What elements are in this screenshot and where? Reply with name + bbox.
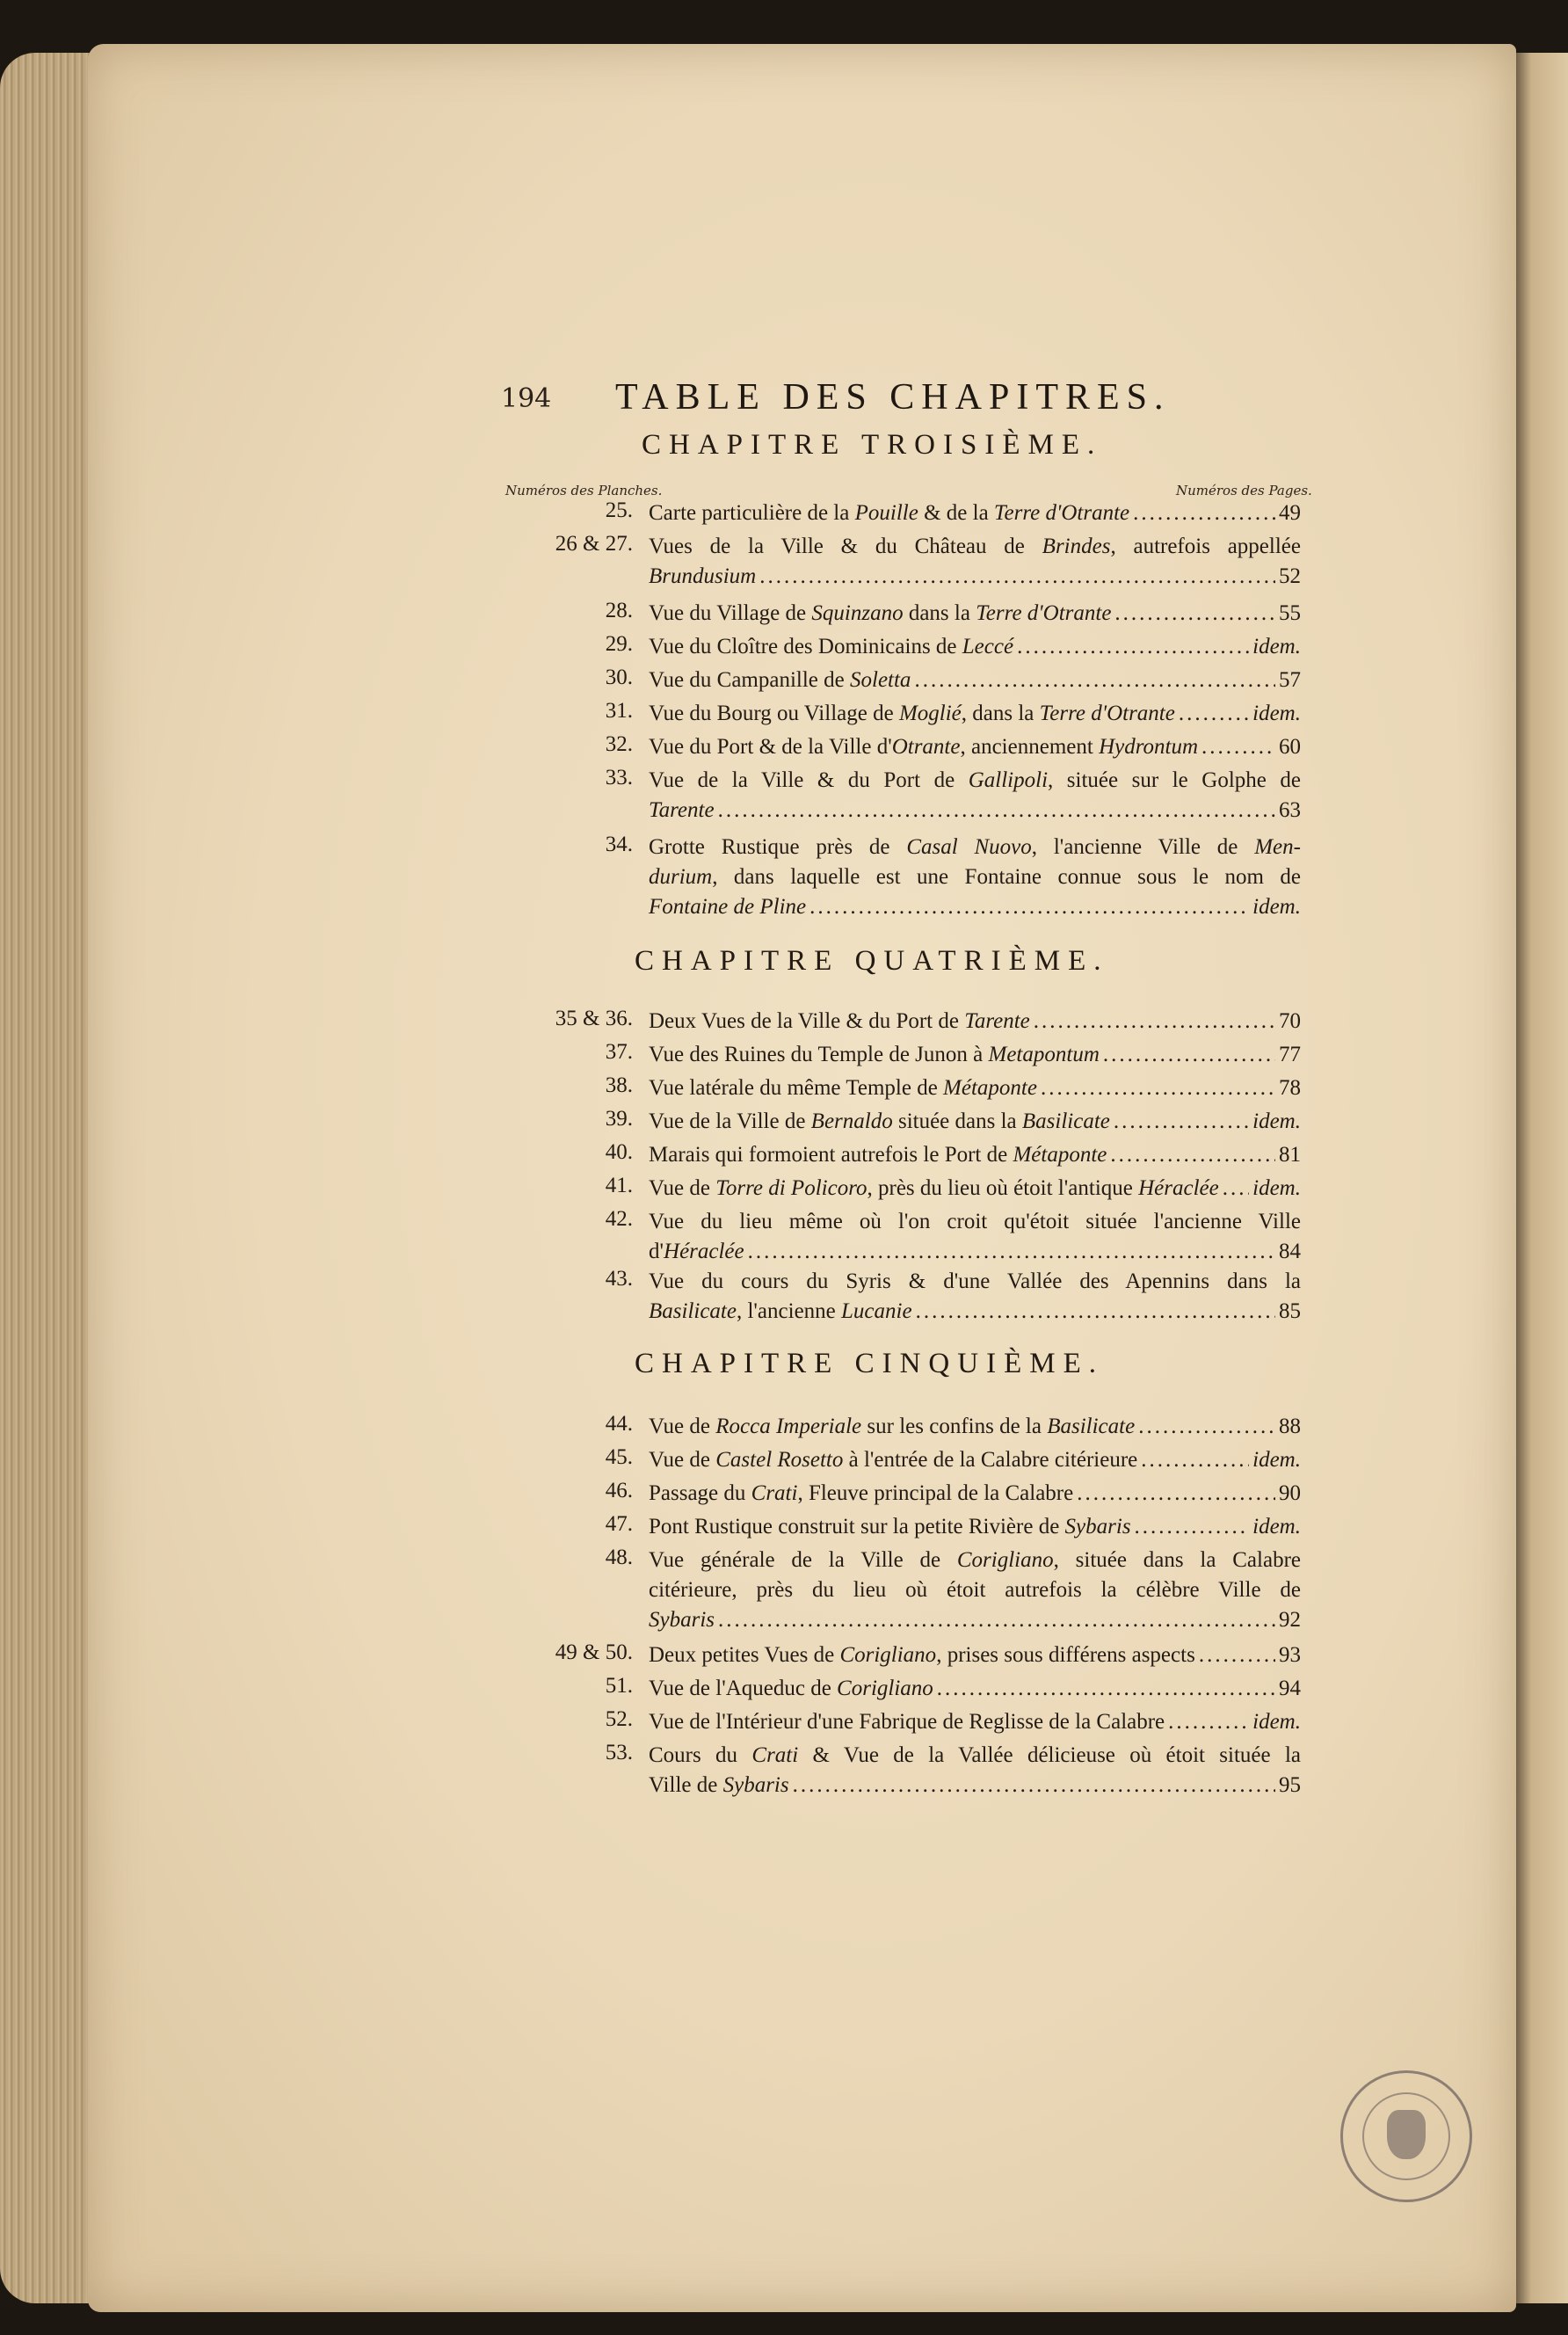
entry-line — [649, 1140, 1301, 1170]
plate-number: 32. — [605, 732, 633, 756]
entry-line-text: Vue de l'Aqueduc de Corigliano — [649, 1677, 933, 1700]
dot-leader — [1168, 1707, 1249, 1737]
entry-line-text: Vue du Campanille de Soletta — [649, 668, 911, 692]
entry-line — [649, 699, 1301, 729]
entry-line — [649, 562, 1301, 592]
plate-number: 38. — [605, 1073, 633, 1097]
entry-line — [649, 1741, 1301, 1771]
plate-number: 35 & 36. — [555, 1007, 633, 1030]
dot-leader — [1017, 632, 1249, 662]
plate-number: 44. — [605, 1412, 633, 1436]
entry-line — [649, 1007, 1301, 1037]
dot-leader — [1201, 732, 1275, 762]
stamp-emblem — [1387, 2110, 1426, 2159]
entry-line-text: Vue de la Ville de Bernaldo située dans la Basilicate — [649, 1109, 1110, 1133]
page-reference: idem. — [1252, 1176, 1301, 1200]
entry-text — [649, 1073, 1301, 1103]
entry-text — [649, 1707, 1301, 1737]
entry-line — [649, 666, 1301, 695]
entry-line-text: Grotte Rustique près de Casal Nuovo, l'ancienne Ville de Men- — [649, 835, 1301, 859]
plate-number: 40. — [605, 1140, 633, 1164]
entry-text — [649, 498, 1301, 528]
facing-page-edge — [1515, 53, 1568, 2303]
chapter-heading: CHAPITRE TROISIÈME. — [642, 429, 1103, 461]
page-reference: 94 — [1279, 1677, 1301, 1700]
page-reference: idem. — [1252, 1448, 1301, 1472]
page-reference: 60 — [1279, 735, 1301, 759]
entry-line — [649, 732, 1301, 762]
entry-text — [649, 766, 1301, 826]
plate-number: 53. — [605, 1741, 633, 1764]
entry-line — [649, 796, 1301, 826]
entry-line — [649, 1073, 1301, 1103]
column-heading-plates: Numéros des Planches. — [505, 483, 663, 498]
entry-line — [649, 498, 1301, 528]
entry-text — [649, 1107, 1301, 1137]
entry-line — [649, 1575, 1301, 1605]
entry-line-text: Vue latérale du même Temple de Métaponte — [649, 1076, 1037, 1100]
column-heading-pages: Numéros des Pages. — [1176, 483, 1312, 498]
entry-line-text: Deux Vues de la Ville & du Port de Tarente — [649, 1009, 1030, 1033]
chapter-heading: CHAPITRE CINQUIÈME. — [635, 1348, 1104, 1379]
page-reference: idem. — [1252, 702, 1301, 725]
plate-number: 45. — [605, 1445, 633, 1469]
entry-line-text: Vue du Bourg ou Village de Moglié, dans la Terre d'Otrante — [649, 702, 1175, 725]
entry-line — [649, 1174, 1301, 1204]
entry-line-text: Vue du Port & de la Ville d'Otrante, anciennement Hydrontum — [649, 735, 1199, 759]
entry-line-text: Vue du Village de Squinzano dans la Terre d'Otrante — [649, 601, 1112, 625]
dot-leader — [718, 796, 1275, 826]
page-reference: 92 — [1279, 1608, 1301, 1632]
plate-number: 49 & 50. — [555, 1640, 633, 1664]
entry-line-text: citérieure, près du lieu où étoit autrefois la célèbre Ville de — [649, 1578, 1301, 1602]
plate-number: 39. — [605, 1107, 633, 1131]
entry-line-text: Vues de la Ville & du Château de Brindes, autrefois appellée — [649, 535, 1301, 558]
entry-text — [649, 1140, 1301, 1170]
page-number: 194 — [501, 383, 552, 414]
dot-leader — [1110, 1140, 1275, 1170]
entry-text — [649, 1512, 1301, 1542]
entry-line-text: Vue de Torre di Policoro, près du lieu où étoit l'antique Héraclée — [649, 1176, 1219, 1200]
dot-leader — [1135, 1512, 1250, 1542]
plate-number: 37. — [605, 1040, 633, 1064]
plate-number: 28. — [605, 599, 633, 622]
dot-leader — [916, 1297, 1275, 1327]
entry-line-text: Vue générale de la Ville de Corigliano, située dans la Calabre — [649, 1548, 1301, 1572]
dot-leader — [1223, 1174, 1249, 1204]
library-stamp — [1340, 2070, 1472, 2202]
entry-line-text: Vue de Castel Rosetto à l'entrée de la Calabre citérieure — [649, 1448, 1138, 1472]
book-page-edges — [0, 53, 97, 2303]
entry-text — [649, 532, 1301, 592]
entry-line-text: Vue de Rocca Imperiale sur les confins de la Basilicate — [649, 1415, 1136, 1438]
page-reference: idem. — [1252, 1515, 1301, 1538]
dot-leader — [1114, 599, 1275, 629]
page-reference: 49 — [1279, 501, 1301, 525]
entry-line — [649, 1674, 1301, 1704]
entry-text — [649, 1445, 1301, 1475]
page-reference: 78 — [1279, 1076, 1301, 1100]
page-reference: 63 — [1279, 798, 1301, 822]
page-reference: 55 — [1279, 601, 1301, 625]
dot-leader — [1141, 1445, 1249, 1475]
running-title: TABLE DES CHAPITRES. — [615, 377, 1171, 418]
entry-line-text: Passage du Crati, Fleuve principal de la Calabre — [649, 1481, 1074, 1505]
entry-line — [649, 1512, 1301, 1542]
page-reference: 93 — [1279, 1643, 1301, 1667]
entry-line — [649, 1640, 1301, 1670]
entry-line — [649, 1771, 1301, 1800]
dot-leader — [1077, 1479, 1275, 1509]
entry-text — [649, 1741, 1301, 1800]
plate-number: 47. — [605, 1512, 633, 1536]
dot-leader — [1041, 1073, 1275, 1103]
entry-line-text: Vue du cours du Syris & d'une Vallée des Apennins dans la — [649, 1269, 1301, 1293]
page-reference: idem. — [1252, 635, 1301, 658]
entry-line — [649, 1412, 1301, 1442]
entry-line-text: Tarente — [649, 798, 715, 822]
entry-line — [649, 1107, 1301, 1137]
plate-number: 52. — [605, 1707, 633, 1731]
entry-line — [649, 1445, 1301, 1475]
plate-number: 25. — [605, 498, 633, 522]
plate-number: 42. — [605, 1207, 633, 1231]
dot-leader — [914, 666, 1275, 695]
entry-line-text: Marais qui formoient autrefois le Port de Métaponte — [649, 1143, 1107, 1167]
plate-number: 30. — [605, 666, 633, 689]
entry-text — [649, 699, 1301, 729]
page-reference: idem. — [1252, 895, 1301, 919]
dot-leader — [1114, 1107, 1249, 1137]
dot-leader — [1103, 1040, 1275, 1070]
chapter-heading: CHAPITRE QUATRIÈME. — [635, 945, 1109, 977]
entry-line-text: Vue du Cloître des Dominicains de Leccé — [649, 635, 1014, 658]
page-reference: 77 — [1279, 1043, 1301, 1066]
entry-line — [649, 1479, 1301, 1509]
entry-text — [649, 1546, 1301, 1635]
page-reference: 95 — [1279, 1773, 1301, 1797]
entry-line — [649, 862, 1301, 892]
dot-leader — [759, 562, 1275, 592]
entry-text — [649, 632, 1301, 662]
entry-line — [649, 1605, 1301, 1635]
plate-number: 29. — [605, 632, 633, 656]
page-reference: 57 — [1279, 668, 1301, 692]
entry-line-text: durium, dans laquelle est une Fontaine connue sous le nom de — [649, 865, 1301, 889]
entry-line-text: Vue de l'Intérieur d'une Fabrique de Reglisse de la Calabre — [649, 1710, 1165, 1734]
plate-number: 48. — [605, 1546, 633, 1569]
entry-line — [649, 1207, 1301, 1237]
entry-line — [649, 1707, 1301, 1737]
entry-line-text: Pont Rustique construit sur la petite Rivière de Sybaris — [649, 1515, 1131, 1538]
page-reference: idem. — [1252, 1109, 1301, 1133]
entry-line — [649, 532, 1301, 562]
entry-line-text: Ville de Sybaris — [649, 1773, 789, 1797]
entry-line-text: Sybaris — [649, 1608, 715, 1632]
entry-line-text: Deux petites Vues de Corigliano, prises sous différens aspects — [649, 1643, 1195, 1667]
page-reference: 81 — [1279, 1143, 1301, 1167]
page-reference: 52 — [1279, 564, 1301, 588]
entry-line-text: Basilicate, l'ancienne Lucanie — [649, 1299, 912, 1323]
entry-line — [649, 632, 1301, 662]
entry-text — [649, 1040, 1301, 1070]
page-reference: idem. — [1252, 1710, 1301, 1734]
entry-text — [649, 1640, 1301, 1670]
page-reference: 84 — [1279, 1240, 1301, 1263]
entry-line — [649, 599, 1301, 629]
dot-leader — [1179, 699, 1249, 729]
entry-line — [649, 1237, 1301, 1267]
entry-line-text: Brundusium — [649, 564, 757, 588]
entry-text — [649, 732, 1301, 762]
entry-line — [649, 1267, 1301, 1297]
page-header — [501, 376, 1301, 422]
entry-text — [649, 1207, 1301, 1267]
entry-line-text: Carte particulière de la Pouille & de la Terre d'Otrante — [649, 501, 1130, 525]
dot-leader — [1034, 1007, 1275, 1037]
plate-number: 51. — [605, 1674, 633, 1698]
entry-text — [649, 1479, 1301, 1509]
plate-number: 31. — [605, 699, 633, 723]
dot-leader — [748, 1237, 1275, 1267]
page-reference: 70 — [1279, 1009, 1301, 1033]
page-reference: 88 — [1279, 1415, 1301, 1438]
plate-number: 26 & 27. — [555, 532, 633, 556]
entry-line-text: Cours du Crati & Vue de la Vallée délicieuse où étoit située la — [649, 1743, 1301, 1767]
plate-number: 43. — [605, 1267, 633, 1291]
entry-text — [649, 1412, 1301, 1442]
entry-line-text: Fontaine de Pline — [649, 895, 807, 919]
dot-leader — [809, 892, 1249, 922]
entry-text — [649, 666, 1301, 695]
dot-leader — [937, 1674, 1275, 1704]
entry-text — [649, 1674, 1301, 1704]
dot-leader — [1133, 498, 1275, 528]
entry-line-text: Vue des Ruines du Temple de Junon à Metapontum — [649, 1043, 1100, 1066]
entry-text — [649, 1267, 1301, 1327]
entry-line-text: d'Héraclée — [649, 1240, 744, 1263]
entry-text — [649, 599, 1301, 629]
entry-text — [649, 833, 1301, 922]
plate-number: 33. — [605, 766, 633, 789]
entry-text — [649, 1007, 1301, 1037]
entry-text — [649, 1174, 1301, 1204]
entry-line — [649, 833, 1301, 862]
dot-leader — [718, 1605, 1275, 1635]
entry-line-text: Vue du lieu même où l'on croit qu'étoit située l'ancienne Ville — [649, 1210, 1301, 1233]
dot-leader — [793, 1771, 1275, 1800]
entry-line — [649, 1297, 1301, 1327]
entry-line — [649, 1546, 1301, 1575]
dot-leader — [1199, 1640, 1275, 1670]
entry-line — [649, 892, 1301, 922]
plate-number: 41. — [605, 1174, 633, 1197]
dot-leader — [1138, 1412, 1275, 1442]
plate-number: 46. — [605, 1479, 633, 1502]
plate-number: 34. — [605, 833, 633, 856]
page-reference: 85 — [1279, 1299, 1301, 1323]
page-reference: 90 — [1279, 1481, 1301, 1505]
entry-line — [649, 1040, 1301, 1070]
entry-line — [649, 766, 1301, 796]
entry-line-text: Vue de la Ville & du Port de Gallipoli, située sur le Golphe de — [649, 768, 1301, 792]
